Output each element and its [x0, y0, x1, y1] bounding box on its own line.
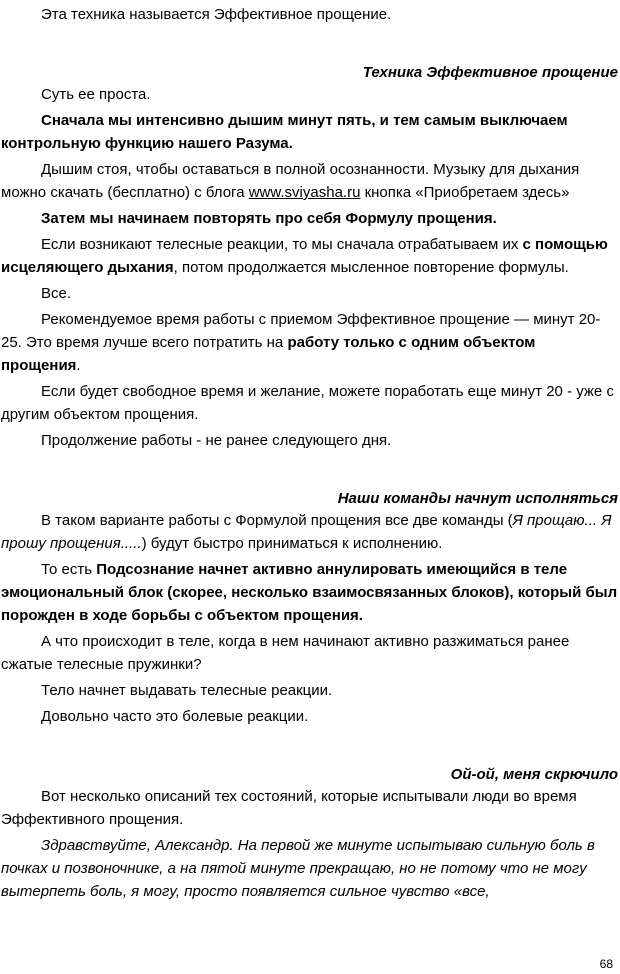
text-segment: Рекомендуемое время работы с приемом Эффективное прощение — минут 20-25. Это время лучше всего потратить на [1, 311, 601, 351]
paragraph [1, 207, 618, 230]
text-segment: с помощью исцеляющего дыхания [1, 236, 608, 276]
text-segment: Если возникают телесные реакции, то мы сначала отрабатываем их [41, 236, 523, 253]
section-heading [1, 764, 618, 785]
text-segment: А что происходит в теле, когда в нем начинают активно разжиматься ранее сжатые телесные пружинки? [1, 633, 570, 673]
text-segment: Довольно часто это болевые реакции. [41, 708, 309, 725]
text-segment: , потом продолжается мысленное повторение формулы. [173, 259, 569, 276]
text-segment: Дышим стоя, чтобы оставаться в полной осознанности. Музыку для дыхания можно скачать (бесплатно) с блога [1, 161, 580, 201]
section-heading [1, 62, 618, 83]
paragraph [1, 558, 618, 627]
text-segment: Я прощаю... Я прошу прощения..... [1, 512, 612, 552]
paragraph [1, 282, 618, 305]
paragraph [1, 679, 618, 702]
paragraph [1, 3, 618, 26]
text-segment: То есть [41, 561, 97, 578]
text-segment: Ой-ой, меня скрючило [450, 766, 618, 783]
text-segment: Вот несколько описаний тех состояний, которые испытывали люди во время Эффективного прощения. [1, 788, 577, 828]
text-segment: ) будут быстро приниматься к исполнению. [141, 535, 443, 552]
text-segment: В таком варианте работы с Формулой прощения все две команды ( [41, 512, 513, 529]
text-segment: Все. [41, 285, 72, 302]
text-segment: Техника Эффективное прощение [362, 64, 618, 81]
text-segment: Продолжение работы - не ранее следующего дня. [41, 432, 392, 449]
text-segment: Суть ее проста. [41, 86, 151, 103]
text-segment: Эта техника называется Эффективное прощение. [41, 6, 392, 23]
paragraph [1, 630, 618, 676]
text-segment: Наши команды начнут исполняться [337, 490, 618, 507]
text-segment: Тело начнет выдавать телесные реакции. [41, 682, 333, 699]
paragraph [1, 109, 618, 155]
paragraph [1, 308, 618, 377]
quote-paragraph [1, 834, 618, 903]
text-segment: Если будет свободное время и желание, можете поработать еще минут 20 - уже с другим объектом прощения. [1, 383, 614, 423]
paragraph [1, 233, 618, 279]
text-segment: работу только с одним объектом прощения [1, 334, 536, 374]
sviyasha-link[interactable]: www.sviyasha.ru [248, 184, 361, 201]
paragraph [1, 785, 618, 831]
paragraph [1, 83, 618, 106]
paragraph [1, 705, 618, 728]
paragraph [1, 429, 618, 452]
text-segment: Здравствуйте, Александр. На первой же минуте испытываю сильную боль в почках и позвоночнике, а на пятой минуте прекращаю, но не потому что не могу вытерпеть боль, я могу, просто появляется сильное чувство «все, [1, 837, 595, 900]
text-segment: Затем мы начинаем повторять про себя Формулу прощения. [41, 210, 497, 227]
paragraph [1, 158, 618, 204]
section-heading [1, 488, 618, 509]
paragraph [1, 380, 618, 426]
text-segment: Подсознание начнет активно аннулировать имеющийся в теле эмоциональный блок (скорее, несколько взаимосвязанных блоков), который был порожден в ходе борьбы с объектом прощения. [1, 561, 618, 624]
text-segment: кнопка «Приобретаем здесь» [360, 184, 570, 201]
paragraph [1, 509, 618, 555]
text-segment: Сначала мы интенсивно дышим минут пять, и тем самым выключаем контрольную функцию нашего Разума. [1, 112, 568, 152]
text-segment: . [76, 357, 81, 374]
page-number: 68 [599, 957, 613, 971]
